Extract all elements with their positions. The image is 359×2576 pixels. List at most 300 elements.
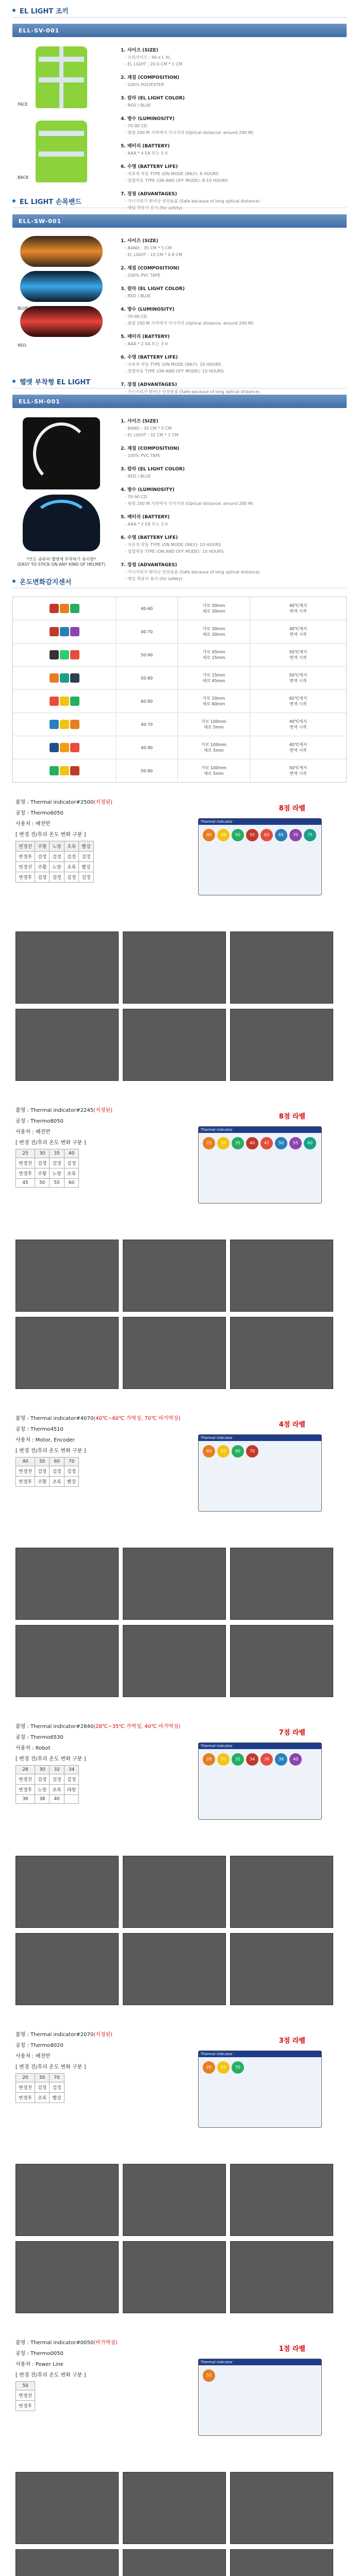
- temp-row: [16, 2382, 35, 2391]
- temp-cell: 변경후: [16, 1785, 35, 1795]
- spec-value: - RED / BLUE: [125, 294, 151, 298]
- temp-swatch: 65: [275, 829, 287, 841]
- temp-row: [16, 1766, 79, 1774]
- section-title: EL LIGHT 손목밴드: [20, 198, 81, 206]
- sensor-row: [13, 759, 346, 782]
- temp-cell: 38: [35, 1795, 50, 1804]
- spec-item: [121, 163, 347, 184]
- spec-heading: 2. 재질 (COMPOSITION): [121, 266, 180, 271]
- temp-cell: 초록: [64, 841, 78, 852]
- color-chip: [60, 604, 69, 613]
- temp-cell: 변경전: [16, 1774, 35, 1785]
- temp-cell: 주황: [35, 1168, 50, 1179]
- color-chip: [50, 697, 59, 706]
- color-chip: [70, 673, 79, 683]
- sensor-image: [13, 597, 116, 620]
- sensor-image: [13, 690, 116, 713]
- helmet-caption: *모든 종류의 헬멧에 부착하기 용이함*: [26, 557, 96, 562]
- application-photo: [230, 1625, 333, 1697]
- application-photo: [123, 2241, 226, 2313]
- thermo-name-note: (지정된): [93, 1108, 113, 1113]
- spec-value: - AAA * 4 EA 또는 5 V: [125, 151, 168, 156]
- temp-cell: 검정: [35, 2082, 50, 2093]
- photo-row: [15, 1009, 333, 1081]
- thermo-use: 사용처 : 배전반: [15, 821, 51, 827]
- temp-swatch: 55: [246, 829, 258, 841]
- temp-row: [16, 1774, 79, 1785]
- sensor-spec: 가로 45mm 세로 15mm: [178, 643, 250, 666]
- photo-row: [15, 2549, 333, 2576]
- label-card: [198, 1742, 322, 1820]
- temp-row: [16, 862, 94, 872]
- bullet-icon: [12, 380, 15, 383]
- caption-face: FACE: [18, 102, 28, 107]
- spec-value: - BAND : 35 CM * 5 CM: [125, 246, 172, 250]
- thermo-item: [12, 1414, 347, 1718]
- color-chip: [50, 627, 59, 636]
- sensor-spec: 가로 30mm 세로 30mm: [178, 597, 250, 620]
- sensor-row: [13, 620, 346, 643]
- spec-heading: 1. 사이즈 (SIZE): [121, 239, 158, 244]
- thermo-name-note: (비가역성): [93, 2340, 118, 2346]
- spec-item: [121, 445, 347, 459]
- spec-heading: 1. 사이즈 (SIZE): [121, 48, 158, 53]
- temp-cell: 변경후: [16, 852, 35, 862]
- application-photo: [15, 1009, 119, 1081]
- sensor-spec: 가로 100mm 세로 5mm: [178, 713, 250, 736]
- bullet-icon: [12, 9, 15, 12]
- spec-heading: 5. 배터리 (BATTERY): [121, 144, 170, 149]
- spec-value: - 가시거리가 뛰어난 안전용품 (Safe because of long optical distance): [125, 570, 260, 574]
- sensor-code: 40-90: [116, 736, 178, 759]
- photo-row: [15, 1317, 333, 1389]
- caption-blue: BLUE: [18, 306, 28, 311]
- temp-row: [16, 1477, 79, 1487]
- temp-cell: 빨강: [64, 1477, 78, 1487]
- sensor-desc: 40℃에서 변색 시작: [289, 742, 307, 753]
- temp-table: [15, 1765, 79, 1804]
- application-photo: [230, 2241, 333, 2313]
- spec-item: [121, 46, 347, 67]
- temp-swatch: 55: [289, 1137, 302, 1149]
- sensor-desc: 50℃에서 변색 시작: [289, 673, 307, 683]
- temp-swatch: 34: [246, 1753, 258, 1766]
- color-chip: [50, 743, 59, 752]
- temp-table: [15, 2073, 64, 2103]
- application-photo: [15, 1240, 119, 1312]
- thermo-item: [12, 798, 347, 1101]
- color-chip: [60, 650, 69, 659]
- spec-value: - 지속적 작동 TYPE (ON MODE ONLY): 10 HOURS: [125, 543, 221, 547]
- temp-cell: 25: [16, 1149, 35, 1158]
- temp-cell: 주황: [35, 862, 50, 872]
- swatch-row: [199, 2057, 321, 2078]
- spec-item: [121, 115, 347, 136]
- temp-row: [16, 2082, 64, 2093]
- temp-cell: 변경후: [16, 872, 35, 883]
- thermo-name-text: 품명 : Thermal indicator#2840: [15, 1724, 94, 1730]
- temp-cell: 30: [35, 1149, 50, 1158]
- temp-swatch: 32: [232, 1753, 244, 1766]
- bullet-icon: [12, 199, 15, 202]
- sensor-image: [13, 620, 116, 643]
- label-card-header: Thermal indicator: [199, 1435, 321, 1441]
- spec-item: [121, 285, 347, 299]
- temp-cell: 검정: [64, 872, 78, 883]
- spec-heading: 4. 방수 (LUMINOSITY): [121, 487, 175, 493]
- temp-cell: 변경후: [16, 1477, 35, 1487]
- swatch-row: [199, 1749, 321, 1770]
- temp-swatch: 60: [232, 1445, 244, 1458]
- spec-heading: 2. 재질 (COMPOSITION): [121, 446, 180, 451]
- photo-row: [15, 2164, 333, 2236]
- temp-row: [16, 2401, 35, 2411]
- sensor-table: [12, 597, 347, 783]
- temp-cell: 30: [35, 1766, 50, 1774]
- thermo-code: 공칭 : Thermo6530: [15, 1735, 63, 1740]
- temp-cell: 주황: [35, 1477, 50, 1487]
- spec-value: - 100% POLYESTER: [125, 82, 164, 87]
- spec-value: - 지속적 작동 TYPE (ON MODE ONLY): 8 HOURS: [125, 172, 219, 176]
- spec-heading: 4. 방수 (LUMINOSITY): [121, 116, 175, 122]
- section-header: [0, 191, 359, 211]
- temp-cell: 검정: [35, 852, 50, 862]
- temp-row: [16, 841, 94, 852]
- section-header: [0, 371, 359, 392]
- thermo-table-head: [ 변경 전/후의 온도 변화 구분 ]: [15, 1448, 86, 1454]
- spec-value: - 점멸작동 TYPE (ON AND OFF MODE): 10 HOURS: [125, 549, 224, 554]
- temp-table: [15, 1457, 79, 1487]
- thermo-item: [12, 2030, 347, 2334]
- sensor-code: 40-70: [116, 620, 178, 643]
- temp-cell: 검정: [79, 872, 93, 883]
- application-photo: [123, 1933, 226, 2005]
- temp-cell: 빨강: [50, 2093, 64, 2103]
- color-chip: [70, 720, 79, 729]
- sensor-row: [13, 597, 346, 620]
- thermo-table-head: [ 변경 전/후의 온도 변화 구분 ]: [15, 832, 86, 838]
- temp-cell: 20: [16, 2074, 35, 2082]
- photo-row: [15, 1856, 333, 1928]
- application-photo: [230, 2164, 333, 2236]
- temp-cell: 검정: [50, 872, 64, 883]
- temp-cell: 노랑: [50, 841, 64, 852]
- application-photo: [123, 1548, 226, 1620]
- thermo-name-note: (지정된): [93, 2032, 113, 2038]
- temp-cell: 초록: [64, 1168, 78, 1179]
- color-chip: [70, 604, 79, 613]
- label-card: [198, 1126, 322, 1204]
- thermo-code: 공칭 : Thermo8020: [15, 2043, 63, 2048]
- application-photo: [123, 1009, 226, 1081]
- section-header: [0, 571, 359, 591]
- spec-item: [121, 142, 347, 157]
- temp-swatch: 38: [275, 1753, 287, 1766]
- spec-heading: 5. 배터리 (BATTERY): [121, 334, 170, 340]
- vest-front-image: [36, 46, 87, 108]
- temp-table: [15, 841, 94, 883]
- color-chip: [50, 604, 59, 613]
- temp-cell: 28: [16, 1766, 35, 1774]
- sensor-code: 40-70: [116, 713, 178, 736]
- thermo-name-text: 품명 : Thermal indicator#4070: [15, 1416, 94, 1421]
- temp-swatch: 50: [203, 2369, 215, 2382]
- application-photo: [15, 1625, 119, 1697]
- label-title: 1점 라벨: [279, 2345, 305, 2353]
- spec-value: - 70-90 CD: [125, 314, 147, 319]
- spec-value: - AAA * 2 EA 또는 3 V: [125, 342, 168, 346]
- sensor-image: [13, 759, 116, 782]
- thermo-code: 공칭 : Thermo0050: [15, 2351, 63, 2357]
- section-title: 온도변화감지센서: [20, 578, 72, 586]
- swatch-row: [199, 825, 321, 845]
- sensor-spec: 가로 30mm 세로 30mm: [178, 620, 250, 643]
- section-thermometer: [0, 571, 359, 787]
- color-chip: [60, 673, 69, 683]
- spec-item: [121, 486, 347, 507]
- label-title: 3점 라벨: [279, 2037, 305, 2045]
- sensor-code: 50-80: [116, 759, 178, 782]
- temp-cell: 검정: [50, 1158, 64, 1168]
- application-photo: [123, 2472, 226, 2544]
- vest-back-image: [36, 121, 87, 182]
- sensor-image: [13, 667, 116, 689]
- temp-row: [16, 1785, 79, 1795]
- temp-cell: 55: [50, 1179, 64, 1188]
- application-photo: [123, 931, 226, 1004]
- sensor-desc: 40℃에서 변색 시작: [289, 603, 307, 614]
- photo-row: [15, 931, 333, 1004]
- spec-value: - BAND : 35 CM * 5 CM: [125, 426, 172, 431]
- swatch-row: [199, 2365, 321, 2386]
- sensor-spec: 가로 10mm 세로 60mm: [178, 690, 250, 713]
- sensor-spec: 가로 15mm 세로 45mm: [178, 667, 250, 689]
- spec-heading: 1. 사이즈 (SIZE): [121, 419, 158, 424]
- label-card: [198, 2050, 322, 2128]
- label-title: 8점 라벨: [279, 805, 305, 812]
- label-card-header: Thermal indicator: [199, 819, 321, 825]
- spec-heading: 6. 수명 (BATTERY LIFE): [121, 164, 178, 170]
- temp-swatch: 70: [246, 1445, 258, 1458]
- temp-swatch: 50: [275, 1137, 287, 1149]
- spec-heading: 5. 배터리 (BATTERY): [121, 515, 170, 520]
- temp-cell: 변경전: [16, 2082, 35, 2093]
- application-photo: [15, 1933, 119, 2005]
- thermo-use: 사용처 : Motor, Encoder: [15, 1437, 75, 1443]
- thermo-use: 사용처 : 배전반: [15, 1129, 51, 1135]
- color-chip: [70, 766, 79, 775]
- temp-cell: 변경전: [16, 1158, 35, 1168]
- caption-back: BACK: [18, 175, 29, 180]
- bullet-icon: [12, 580, 15, 583]
- temp-cell: 40: [64, 1149, 78, 1158]
- temp-row: [16, 1466, 79, 1477]
- temp-swatch: 40: [203, 829, 215, 841]
- temp-swatch: 40: [203, 1445, 215, 1458]
- temp-cell: 35: [50, 1149, 64, 1158]
- thermo-item: [12, 1106, 347, 1410]
- spec-item: [121, 94, 347, 109]
- spec-heading: 7. 장점 (ADVANTAGES): [121, 563, 177, 568]
- temp-cell: 변경후: [16, 1168, 35, 1179]
- photo-row: [15, 1933, 333, 2005]
- application-photo: [15, 1317, 119, 1389]
- thermo-use: 사용처 : Power Line: [15, 2362, 63, 2367]
- band-blue-image: [20, 271, 103, 302]
- label-card-header: Thermal indicator: [199, 1127, 321, 1133]
- temp-cell: 빨강: [79, 841, 93, 852]
- temp-swatch: 20: [203, 2061, 215, 2074]
- temp-swatch: 28: [203, 1753, 215, 1766]
- temp-cell: 변경후: [16, 2093, 35, 2103]
- caption-red: RED: [18, 343, 26, 348]
- thermo-table-head: [ 변경 전/후의 온도 변화 구분 ]: [15, 2064, 86, 2070]
- color-chip: [70, 743, 79, 752]
- spec-heading: 3. 칼라 (EL LIGHT COLOR): [121, 467, 185, 472]
- spec-value: - RED / BLUE: [125, 103, 151, 108]
- sensor-spec: 가로 100mm 세로 5mm: [178, 759, 250, 782]
- spec-item: [121, 333, 347, 347]
- thermo-code: 공칭 : Thermo8050: [15, 1118, 63, 1124]
- temp-swatch: 40: [246, 1137, 258, 1149]
- thermo-code: 공칭 : Thermo6050: [15, 810, 63, 816]
- thermo-name-note: (40℃~60℃ 가역성, 70℃ 비가역성): [93, 1416, 181, 1421]
- temp-cell: 변경전: [16, 841, 35, 852]
- label-card: [198, 1434, 322, 1512]
- thermo-code: 공칭 : Thermo4510: [15, 1427, 63, 1432]
- temp-cell: 검정: [50, 2082, 64, 2093]
- thermo-use: 사용처 : 배전반: [15, 2054, 51, 2059]
- spec-heading: 6. 수명 (BATTERY LIFE): [121, 535, 178, 540]
- temp-cell: 검정: [35, 1158, 50, 1168]
- application-photo: [230, 1548, 333, 1620]
- temp-swatch: 50: [217, 2061, 230, 2074]
- spec-item: [121, 306, 347, 327]
- temp-row: [16, 872, 94, 883]
- temp-cell: 32: [50, 1766, 64, 1774]
- application-photo: [15, 931, 119, 1004]
- label-title: 4점 라벨: [279, 1421, 305, 1429]
- temp-table: [15, 2381, 35, 2411]
- label-card-header: Thermal indicator: [199, 1743, 321, 1749]
- application-photo: [123, 2549, 226, 2576]
- spec-value: - 70-90 CD: [125, 495, 147, 499]
- spec-value: - 가시거리가 뛰어난 안전용품 (Safe because of long optical distance): [125, 199, 260, 204]
- model-bar: ELL-SW-001: [12, 214, 347, 228]
- spec-heading: 7. 장점 (ADVANTAGES): [121, 192, 177, 197]
- temp-row: [16, 1795, 79, 1804]
- spec-item: [121, 237, 347, 258]
- spec-item: [121, 513, 347, 528]
- temp-swatch: 70: [232, 2061, 244, 2074]
- sensor-image: [13, 713, 116, 736]
- temp-cell: 검정: [79, 852, 93, 862]
- temp-swatch: 45: [217, 829, 230, 841]
- spec-heading: 7. 장점 (ADVANTAGES): [121, 382, 177, 387]
- thermo-item: [12, 2338, 347, 2576]
- temp-row: [16, 1458, 79, 1466]
- sensor-code: 50-80: [116, 667, 178, 689]
- temp-cell: 초록: [35, 2093, 50, 2103]
- model-bar: ELL-SH-001: [12, 395, 347, 408]
- spec-value: - EL LIGHT : 20.0 CM * 1 CM: [125, 62, 183, 66]
- label-card: [198, 818, 322, 895]
- application-photo: [230, 1240, 333, 1312]
- temp-cell: 변경전: [16, 1466, 35, 1477]
- spec-heading: 2. 재질 (COMPOSITION): [121, 75, 180, 80]
- thermo-use: 사용처 : Robot: [15, 1745, 51, 1751]
- spec-heading: 6. 수명 (BATTERY LIFE): [121, 355, 178, 360]
- temp-row: [16, 2391, 35, 2401]
- temp-row: [16, 1149, 79, 1158]
- temp-cell: 초록: [50, 1477, 64, 1487]
- sensor-row: [13, 690, 346, 713]
- band-red-image: [20, 306, 103, 337]
- label-card: [198, 2359, 322, 2436]
- temp-cell: 노랑: [35, 1785, 50, 1795]
- spec-value: - 점멸작동 TYPE (ON AND OFF MODE): 8-10 HOURS: [125, 178, 228, 183]
- thermo-name-note: (지정된): [93, 800, 113, 805]
- spec-value: - EL LIGHT : 10 CM * 0.8 CM: [125, 252, 183, 257]
- temp-cell: 70: [64, 1458, 78, 1466]
- sensor-row: [13, 713, 346, 736]
- spec-list: [110, 412, 347, 588]
- model-bar: ELL-SV-001: [12, 24, 347, 37]
- temp-cell: 34: [64, 1766, 78, 1774]
- thermo-name-text: 품명 : Thermal indicator#2245: [15, 1108, 94, 1113]
- temp-swatch: 30: [217, 1137, 230, 1149]
- temp-swatch: 75: [304, 829, 316, 841]
- temp-row: [16, 2074, 64, 2082]
- temp-swatch: 35: [232, 1137, 244, 1149]
- thermo-name-text: 품명 : Thermal indicator#0050: [15, 2340, 94, 2346]
- temp-row: [16, 1158, 79, 1168]
- temp-cell: 변경후: [16, 2401, 35, 2411]
- temp-cell: 40: [16, 1458, 35, 1466]
- spec-value: - 가시거리가 뛰어난 안전용품 (Safe because of long optical distance): [125, 389, 260, 394]
- color-chip: [50, 650, 59, 659]
- temp-swatch: 40: [289, 1753, 302, 1766]
- photo-row: [15, 2241, 333, 2313]
- helmet-red-image: [23, 417, 100, 489]
- color-chip: [60, 720, 69, 729]
- temp-row: [16, 1179, 79, 1188]
- application-photo: [15, 2549, 119, 2576]
- application-photo: [230, 1933, 333, 2005]
- photo-row: [15, 1625, 333, 1697]
- temp-swatch: 50: [232, 829, 244, 841]
- label-title: 8점 라벨: [279, 1113, 305, 1121]
- temp-cell: 빨강: [79, 862, 93, 872]
- color-chip: [50, 720, 59, 729]
- sensor-row: [13, 736, 346, 759]
- color-chip: [70, 697, 79, 706]
- spec-heading: 4. 방수 (LUMINOSITY): [121, 307, 175, 312]
- thermo-name-text: 품명 : Thermal indicator#2500: [15, 800, 94, 805]
- temp-cell: [64, 1795, 78, 1804]
- temp-cell: 70: [50, 2074, 64, 2082]
- application-photo: [230, 2472, 333, 2544]
- color-chip: [60, 743, 69, 752]
- sensor-desc: 40℃에서 변색 시작: [289, 626, 307, 637]
- photo-row: [15, 1548, 333, 1620]
- spec-item: [121, 417, 347, 438]
- color-chip: [70, 627, 79, 636]
- spec-item: [121, 465, 347, 480]
- sensor-image: [13, 736, 116, 759]
- temp-cell: 45: [16, 1179, 35, 1188]
- label-card-header: Thermal indicator: [199, 2359, 321, 2365]
